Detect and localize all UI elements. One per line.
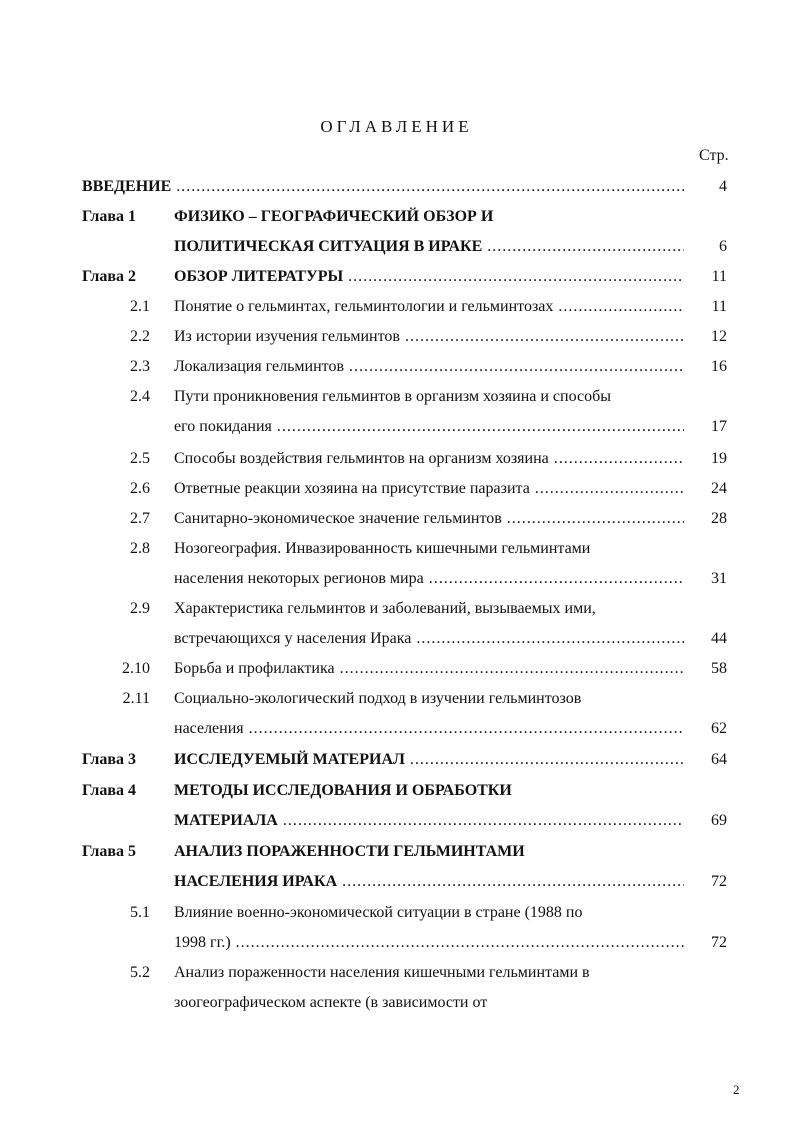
toc-entry-section-2-3 xyxy=(0,352,793,382)
toc-entry-text: Ответные реакции хозяина на присутствие паразита ..... xyxy=(174,474,684,504)
toc-entry-section-5-1 xyxy=(0,898,793,928)
toc-entry-text: Санитарно-экономическое значение гельминтов ..... xyxy=(174,504,684,534)
toc-entry-text: ИССЛЕДУЕМЫЙ МАТЕРИАЛ ..... xyxy=(174,745,684,775)
toc-entry-continuation xyxy=(0,412,793,442)
toc-entry-section-2-8 xyxy=(0,534,793,564)
toc-entry-label: 2.2 xyxy=(130,328,150,345)
toc-entry-text: 1998 гг.) ..... xyxy=(174,928,684,958)
toc-title: ОГЛАВЛЕНИЕ xyxy=(320,117,473,136)
toc-entry-label: 2.11 xyxy=(122,690,150,707)
toc-entry-continuation xyxy=(0,928,793,958)
toc-entry-page: 4 xyxy=(719,178,727,195)
toc-entry-label: Глава 2 xyxy=(82,268,136,285)
toc-entry-page: 72 xyxy=(711,873,727,890)
toc-entry-text: Способы воздействия гельминтов на организм хозяина ..... xyxy=(174,444,684,474)
toc-entry-text: его покидания ..... xyxy=(174,412,684,442)
toc-entry-text: МЕТОДЫ ИССЛЕДОВАНИЯ И ОБРАБОТКИ xyxy=(174,782,512,799)
toc-entry-continuation xyxy=(0,624,793,654)
toc-entry-label: Глава 3 xyxy=(82,751,136,768)
toc-entry-section-2-1 xyxy=(0,292,793,322)
toc-entry-text: Нозогеография. Инвазированность кишечными гельминтами xyxy=(174,540,591,557)
toc-entry-label: 2.8 xyxy=(130,540,150,557)
toc-entry-label: 5.1 xyxy=(130,904,150,921)
toc-entry-label: 2.1 xyxy=(130,298,150,315)
toc-entry-page: 11 xyxy=(711,298,727,315)
toc-entry-page: 24 xyxy=(711,480,727,497)
toc-entry-page: 62 xyxy=(711,720,727,737)
toc-entry-continuation xyxy=(0,564,793,594)
toc-entry-page: 58 xyxy=(711,660,727,677)
toc-entry-section-2-11 xyxy=(0,684,793,714)
toc-entry-text: ВВЕДЕНИЕ ..... xyxy=(82,172,684,202)
toc-entry-label: 2.10 xyxy=(122,660,150,677)
toc-entry-continuation xyxy=(0,806,793,836)
toc-entry-label: 2.4 xyxy=(130,388,150,405)
toc-entry-label: 2.5 xyxy=(130,450,150,467)
toc-entry-text: населения некоторых регионов мира ..... xyxy=(174,564,684,594)
toc-entry-text: Борьба и профилактика ..... xyxy=(174,654,684,684)
toc-entry-chapter-1 xyxy=(0,202,793,232)
toc-entry-page: 16 xyxy=(711,358,727,375)
toc-entry-text: встречающихся у населения Ирака ..... xyxy=(174,624,684,654)
toc-entry-page: 6 xyxy=(719,238,727,255)
toc-entry-text: Понятие о гельминтах, гельминтологии и гельминтозах ..... xyxy=(174,292,684,322)
toc-entry-label: 2.3 xyxy=(130,358,150,375)
toc-entry-section-2-2 xyxy=(0,322,793,352)
toc-entry-text: населения ..... xyxy=(174,714,684,744)
toc-entry-page: 12 xyxy=(711,328,727,345)
toc-entry-continuation xyxy=(0,232,793,262)
toc-entry-label: 2.9 xyxy=(130,600,150,617)
toc-entry-text: МАТЕРИАЛА ..... xyxy=(174,806,684,836)
toc-entry-chapter-4 xyxy=(0,776,793,806)
toc-entry-text: Влияние военно-экономической ситуации в стране (1988 по xyxy=(174,904,583,921)
toc-entry-section-2-10 xyxy=(0,654,793,684)
toc-entry-label: Глава 1 xyxy=(82,208,136,225)
toc-entry-text: Локализация гельминтов ..... xyxy=(174,352,684,382)
toc-entry-label: 5.2 xyxy=(130,964,150,981)
toc-entry-label: Глава 4 xyxy=(82,782,136,799)
toc-entry-text: Пути проникновения гельминтов в организм хозяина и способы xyxy=(174,388,611,405)
toc-entry-section-2-9 xyxy=(0,594,793,624)
toc-entry-page: 11 xyxy=(711,268,727,285)
toc-entry-label: 2.6 xyxy=(130,480,150,497)
toc-entry-page: 31 xyxy=(711,570,727,587)
toc-entry-section-2-4 xyxy=(0,382,793,412)
toc-entry-introduction xyxy=(0,172,793,202)
toc-entry-text: Из истории изучения гельминтов ..... xyxy=(174,322,684,352)
toc-entry-continuation xyxy=(0,867,793,897)
toc-entry-page: 17 xyxy=(711,418,727,435)
toc-entry-text: Социально-экологический подход в изучении гельминтозов xyxy=(174,690,582,707)
toc-entry-page: 69 xyxy=(711,812,727,829)
toc-entry-page: 44 xyxy=(711,630,727,647)
toc-entry-label: Глава 5 xyxy=(82,843,136,860)
toc-entry-chapter-3 xyxy=(0,745,793,775)
toc-entry-text: НАСЕЛЕНИЯ ИРАКА ..... xyxy=(174,867,684,897)
toc-entry-chapter-2 xyxy=(0,262,793,292)
toc-entry-text: АНАЛИЗ ПОРАЖЕННОСТИ ГЕЛЬМИНТАМИ xyxy=(174,843,525,860)
toc-entry-section-2-5 xyxy=(0,444,793,474)
toc-entry-label: 2.7 xyxy=(130,510,150,527)
toc-entry-section-5-2 xyxy=(0,958,793,988)
toc-entry-text: зоогеографическом аспекте (в зависимости от xyxy=(174,994,488,1011)
toc-entry-text: Характеристика гельминтов и заболеваний, вызываемых ими, xyxy=(174,600,596,617)
toc-entry-section-2-6 xyxy=(0,474,793,504)
toc-entry-continuation xyxy=(0,988,793,1018)
toc-entry-page: 28 xyxy=(711,510,727,527)
toc-entry-text: ФИЗИКО – ГЕОГРАФИЧЕСКИЙ ОБЗОР И xyxy=(174,208,494,225)
toc-entry-section-2-7 xyxy=(0,504,793,534)
toc-entry-continuation xyxy=(0,714,793,744)
page-column-header: Стр. xyxy=(699,147,729,164)
toc-entry-text: ОБЗОР ЛИТЕРАТУРЫ ..... xyxy=(174,262,684,292)
page-number: 2 xyxy=(733,1082,740,1097)
toc-entry-text: Анализ пораженности населения кишечными гельминтами в xyxy=(174,964,590,981)
toc-entry-page: 19 xyxy=(711,450,727,467)
toc-entry-chapter-5 xyxy=(0,837,793,867)
toc-entry-text: ПОЛИТИЧЕСКАЯ СИТУАЦИЯ В ИРАКЕ ..... xyxy=(174,232,684,262)
toc-entry-page: 64 xyxy=(711,751,727,768)
toc-entry-page: 72 xyxy=(711,934,727,951)
